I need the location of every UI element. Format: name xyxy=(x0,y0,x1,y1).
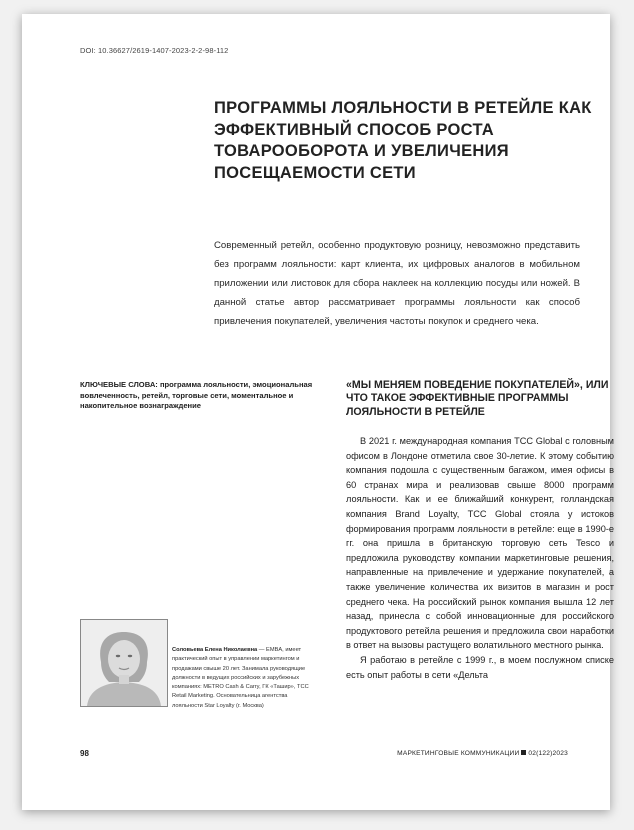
section-title: «МЫ МЕНЯЕМ ПОВЕДЕНИЕ ПОКУПАТЕЛЕЙ», ИЛИ ЧТО ТАКОЕ ЭФФЕКТИВНЫЕ ПРОГРАММЫ ЛОЯЛЬНОСТИ В РЕТЕЙЛЕ xyxy=(346,379,609,418)
body-paragraph: В 2021 г. международная компания TCC Global с головным офисом в Лондоне отметила свое 30-летие. К этому событию компания подошла с существенным багажом, имея офисы в 60 странах мира и реализовав свыше 8000 программ лояльности. Как и ее ближайший конкурент, голландская компания Brand Loyalty, TCC Global стояла у истоков формирования программ лояльности в ретейле: еще в 1990-е гг. она пришла в британскую торговую сеть Tesco и предложила руководству компании маркетинговые решения, направленные на привлечение и удержание покупателей, а также увеличение количества их визитов в магазин и рост среднего чека. На российский рынок компания вышла 12 лет назад, принесла с собой инновационные для российского продуктового ретейла решения и предложила свои наработки в ответ на вызовы растущего волатильного местного рынка. xyxy=(346,436,614,651)
abstract: Современный ретейл, особенно продуктовую розницу, невозможно представить без программ лояльности: карт клиента, их цифровых аналогов в мобильном приложении или листовок для сбора наклеек на коллекцию посуды или ножей. В данной статье автор рассматривает программы лояльности как способ привлечения покупателей, увеличения частоты покупок и среднего чека. xyxy=(214,240,580,327)
author-photo xyxy=(80,619,168,707)
article-page xyxy=(22,14,614,810)
body-text xyxy=(346,434,614,682)
journal-footer xyxy=(397,750,568,757)
doi: DOI: 10.36627/2619-1407-2023-2-2-98-112 xyxy=(80,46,229,55)
journal-name: МАРКЕТИНГОВЫЕ КОММУНИКАЦИИ xyxy=(397,750,520,757)
author-portrait-icon xyxy=(81,620,167,706)
article-title: ПРОГРАММЫ ЛОЯЛЬНОСТИ В РЕТЕЙЛЕ КАК ЭФФЕКТИВНЫЙ СПОСОБ РОСТА ТОВАРООБОРОТА И УВЕЛИЧЕНИЯ ПОСЕЩАЕМОСТИ СЕТИ xyxy=(214,99,592,182)
journal-issue: 02(122)2023 xyxy=(528,750,568,757)
author-bio xyxy=(172,646,318,711)
square-separator-icon xyxy=(521,750,526,755)
page-number: 98 xyxy=(80,749,89,758)
author-description: — EMBA, имеет практический опыт в управлении маркетингом и продажами свыше 20 лет. Занимала руководящие должности в ведущих российских и зарубежных компаниях: METRO Cash & Carry, ГК «Ташир», TCC Retail Marketing. Основательница агентства лояльности Star Loyalty (г. Москва) xyxy=(172,647,309,709)
body-paragraph: Я работаю в ретейле с 1999 г., в моем послужном списке есть опыт работы в сети «Дельта xyxy=(346,654,614,680)
keywords: КЛЮЧЕВЫЕ СЛОВА: программа лояльности, эмоциональная вовлеченность, ретейл, торговые сети, моментальное и накопительное вознаграждение xyxy=(80,380,313,411)
author-name: Соловьева Елена Николаевна xyxy=(172,647,258,653)
